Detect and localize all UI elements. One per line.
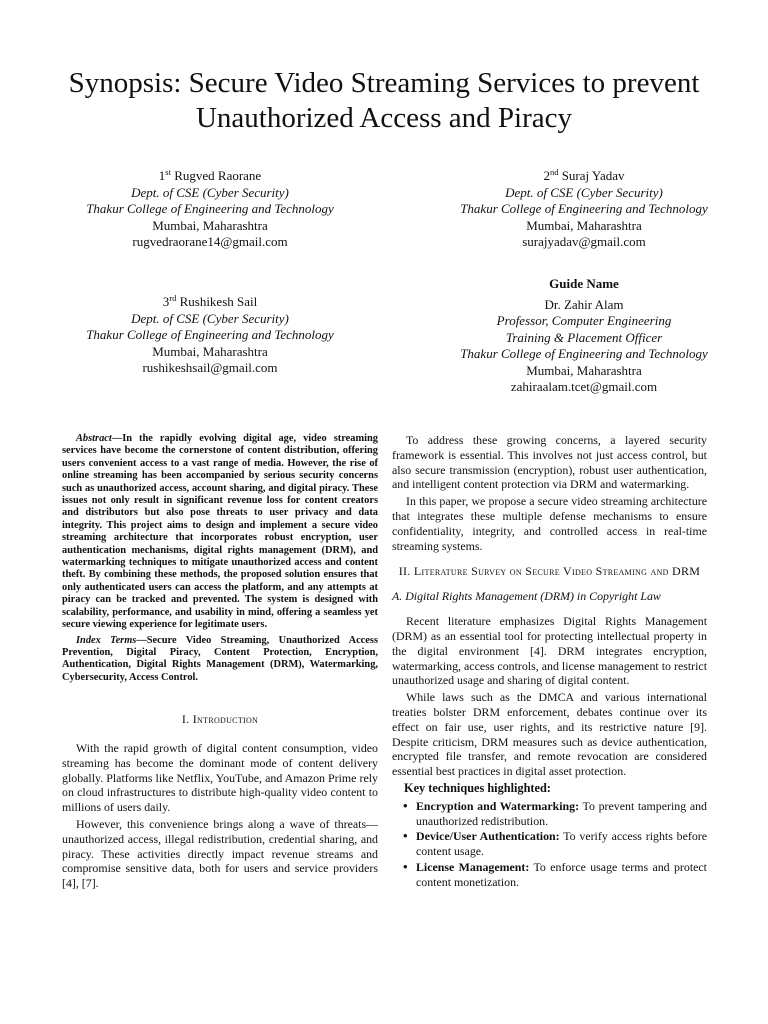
list-item [392, 799, 707, 829]
guide-role-1: Professor, Computer Engineering [496, 313, 672, 328]
bullet-icon: • [403, 828, 408, 844]
lit-paragraph: While laws such as the DMCA and various international treaties bolster DRM enforcement, debates continue over its effect on fair use, user rights, and its restrictive nature [9]. Despite criticism, DRM measures such as device authentication, encrypted file transfer, and remote revocation are considered essential best practices in digital asset protection. [392, 690, 707, 779]
paper-title: Synopsis: Secure Video Streaming Services to prevent Unauthorized Access and Piracy [68, 67, 700, 134]
author-email: surajyadav@gmail.com [522, 234, 646, 249]
key-techniques-list [392, 799, 707, 890]
intro-paragraph: With the rapid growth of digital content consumption, video streaming has become the dominant mode of content delivery globally. Platforms like Netflix, YouTube, and Amazon Prime rely on cloud infrastructures to distribute high-quality video content to millions of users daily. [62, 740, 378, 815]
guide-role-2: Training & Placement Officer [505, 329, 663, 345]
author-email: rugvedraorane14@gmail.com [132, 234, 288, 249]
list-item [392, 829, 707, 859]
section-heading-introduction: I. Introduction [181, 712, 259, 727]
author-ordinal-suffix: rd [169, 293, 177, 303]
author-name: Rugved Raorane [174, 168, 262, 183]
guide-location: Mumbai, Maharashtra [526, 362, 642, 378]
author-location: Mumbai, Maharashtra [152, 343, 268, 359]
index-terms-text: —Secure Video Streaming, Unauthorized Access Prevention, Digital Piracy, Content Protection, Encryption, Authentication, Digital Rights Management (DRM), Watermarking, Cybersecurity, Access Control. [62, 634, 378, 683]
left-column [62, 433, 378, 893]
author-ordinal: 3 [162, 294, 170, 309]
author-block-1 [50, 168, 370, 251]
author-name-line [50, 168, 370, 185]
abstract [62, 433, 378, 632]
author-ordinal-suffix: nd [549, 167, 559, 177]
bullet-icon: • [403, 797, 408, 813]
guide-email: zahiraalam.tcet@gmail.com [510, 379, 658, 394]
index-terms [62, 635, 378, 685]
author-college: Thakur College of Engineering and Technology [86, 201, 334, 216]
intro-paragraph: To address these growing concerns, a layered security framework is essential. This involves not just access control, but also secure transmission (encryption), robust user authentication, and intelligent content protection via DRM and watermarking. [392, 433, 707, 492]
bullet-term: License Management: [416, 859, 530, 874]
author-dept: Dept. of CSE (Cyber Security) [131, 310, 289, 326]
author-location: Mumbai, Maharashtra [526, 217, 642, 233]
author-dept: Dept. of CSE (Cyber Security) [505, 184, 663, 200]
author-block-2 [412, 168, 756, 251]
subsection-heading-drm: A. Digital Rights Management (DRM) in Copyright Law [392, 589, 661, 604]
author-location: Mumbai, Maharashtra [152, 217, 268, 233]
intro-paragraph: In this paper, we propose a secure video streaming architecture that integrates these multiple defense mechanisms to ensure confidentiality, integrity, and controlled access in real-time streaming systems. [392, 494, 707, 553]
author-dept: Dept. of CSE (Cyber Security) [131, 184, 289, 200]
author-college: Thakur College of Engineering and Technology [460, 201, 708, 216]
intro-paragraph: However, this convenience brings along a wave of threats—unauthorized access, illegal redistribution, credential sharing, and piracy. These activities directly impact revenue streams and compromise sensitive data, both for users and service providers [4], [7]. [62, 816, 378, 891]
section-heading-literature: II. Literature Survey on Secure Video Streaming and DRM [398, 564, 701, 579]
guide-name: Dr. Zahir Alam [544, 296, 624, 312]
list-item [392, 860, 707, 890]
author-ordinal: 2 [543, 168, 550, 183]
author-ordinal-suffix: st [165, 167, 171, 177]
author-name: Suraj Yadav [561, 168, 625, 183]
bullet-desc: To enforce usage terms and protect content monetization. [416, 859, 707, 889]
bullet-term: Encryption and Watermarking: [416, 798, 580, 813]
bullet-desc: To verify access rights before content usage. [416, 829, 707, 859]
author-name-line [412, 168, 756, 185]
author-ordinal: 1 [158, 168, 166, 183]
key-techniques-heading: Key techniques highlighted: [404, 780, 551, 795]
right-column [392, 433, 707, 891]
author-college: Thakur College of Engineering and Technology [86, 327, 334, 342]
lit-paragraph: Recent literature emphasizes Digital Rights Management (DRM) as an essential tool for protecting intellectual property in the digital environment [4]. DRM integrates encryption, watermarking, access controls, and license management to restrict unauthorized usage and sharing of digital content. [392, 614, 707, 688]
author-email: rushikeshsail@gmail.com [142, 360, 278, 375]
bullet-term: Device/User Authentication: [416, 829, 560, 844]
author-block-3 [50, 294, 370, 377]
author-name-line [50, 294, 370, 311]
bullet-desc: To prevent tampering and unauthorized redistribution. [416, 798, 707, 828]
author-name: Rushikesh Sail [179, 294, 258, 309]
guide-college: Thakur College of Engineering and Technology [460, 346, 708, 361]
bullet-icon: • [403, 858, 408, 874]
guide-block [412, 276, 756, 396]
abstract-text: —In the rapidly evolving digital age, video streaming services have become the cornerstone of content distribution, offering users convenient access to a vast range of media. However, the rise of online streaming has been accompanied by serious security concerns such as unauthorized access, account sharing, and digital piracy. These issues not only result in significant revenue loss for content creators and distributors but also pose threats to user privacy and data integrity. This project aims to design and implement a secure video streaming architecture that incorporates robust encryption, user authentication mechanisms, digital rights management (DRM), and watermarking techniques to mitigate unauthorized access and content theft. By combining these methods, the proposed solution ensures that only authenticated users can access the platform, and any attempts at piracy can be tracked and prevented. The system is designed with scalability, performance, and usability in mind, offering a seamless yet secure viewing experience for legitimate users. [62, 433, 378, 631]
abstract-label: Abstract [76, 433, 112, 444]
index-terms-label: Index Terms [76, 634, 137, 646]
guide-heading: Guide Name [549, 276, 619, 291]
